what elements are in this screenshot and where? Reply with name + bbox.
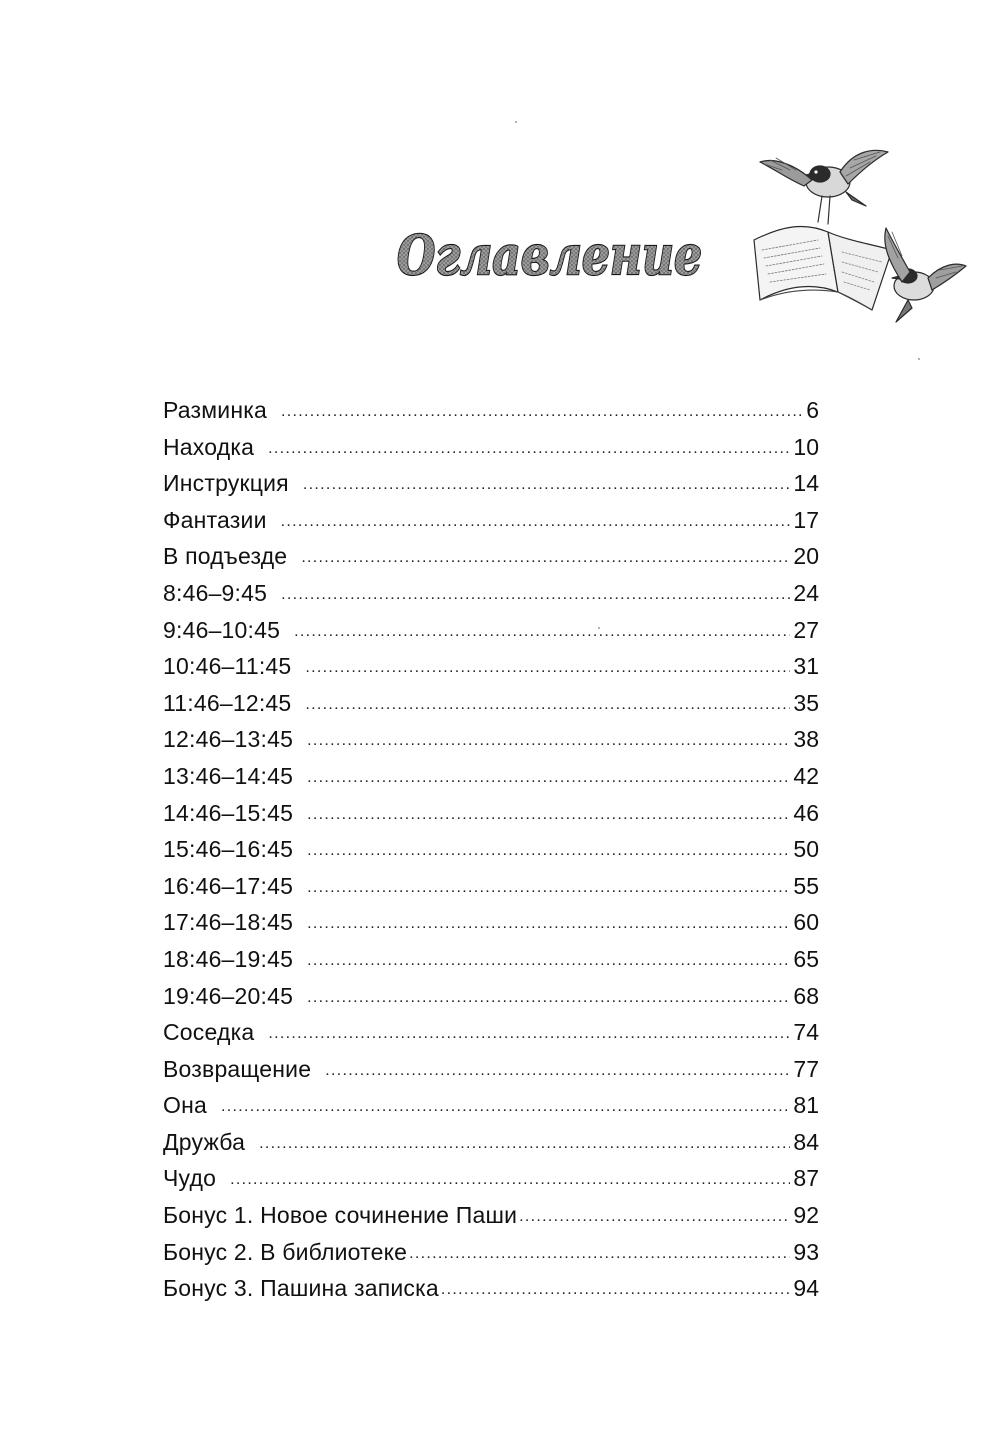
toc-entry[interactable]: [163, 831, 819, 868]
toc-entry-title: 18:46–19:45: [163, 945, 294, 972]
toc-entry-title: Инструкция: [163, 470, 289, 497]
toc-entry-title: Бонус 3. Пашина записка: [163, 1275, 439, 1302]
toc-entry-title: 16:46–17:45: [163, 872, 294, 899]
toc-entry-title: 15:46–16:45: [163, 836, 294, 863]
toc-entry-title: 9:46–10:45: [163, 616, 281, 643]
toc-entry-page: 17: [793, 506, 819, 533]
toc-entry[interactable]: [163, 904, 819, 941]
toc-entry-title: Дружба: [163, 1128, 246, 1155]
toc-leader-dots: [441, 1272, 791, 1309]
toc-entry-title: Бонус 1. Новое сочинение Паши: [163, 1202, 518, 1229]
toc-entry-page: 92: [793, 1202, 819, 1229]
scan-speck: [515, 121, 517, 123]
toc-entry[interactable]: [163, 721, 819, 758]
toc-entry-page: 87: [793, 1165, 819, 1192]
toc-entry[interactable]: [163, 575, 819, 612]
toc-entry[interactable]: [163, 758, 819, 795]
toc-entry-page: 27: [793, 616, 819, 643]
toc-entry-page: 20: [793, 543, 819, 570]
toc-entry-page: 68: [793, 982, 819, 1009]
scan-speck: [598, 627, 600, 629]
toc-leader-dots: [301, 540, 790, 577]
toc-entry-title: 17:46–18:45: [163, 909, 294, 936]
toc-entry-title: 10:46–11:45: [163, 653, 292, 680]
toc-leader-dots: [305, 687, 790, 724]
toc-entry[interactable]: [163, 429, 819, 466]
toc-entry-title: 14:46–15:45: [163, 799, 294, 826]
toc-entry-page: 77: [793, 1055, 819, 1082]
toc-entry[interactable]: [163, 1124, 819, 1161]
toc-entry[interactable]: [163, 1087, 819, 1124]
toc-entry-title: Она: [163, 1092, 207, 1119]
toc-entry-page: 93: [793, 1238, 819, 1265]
toc-leader-dots: [409, 1236, 790, 1273]
toc-entry[interactable]: [163, 1014, 819, 1051]
toc-entry-title: 8:46–9:45: [163, 579, 268, 606]
birds-book-illustration: [742, 140, 968, 332]
toc-entry-page: 60: [793, 909, 819, 936]
toc-entry-title: В подъезде: [163, 543, 288, 570]
toc-entry[interactable]: [163, 612, 819, 649]
toc-entry[interactable]: [163, 1160, 819, 1197]
toc-leader-dots: [307, 980, 790, 1017]
toc-leader-dots: [268, 431, 790, 468]
toc-entry-page: 6: [806, 397, 819, 423]
toc-entry[interactable]: [163, 941, 819, 978]
toc-entry-page: 50: [793, 836, 819, 863]
toc-entry[interactable]: [163, 1197, 819, 1234]
toc-leader-dots: [259, 1126, 790, 1163]
toc-leader-dots: [268, 1016, 790, 1053]
toc-entry-page: 38: [793, 726, 819, 753]
toc-entry-page: 65: [793, 945, 819, 972]
toc-entry-title: Бонус 2. В библиотеке: [163, 1238, 408, 1265]
toc-entry[interactable]: [163, 978, 819, 1015]
toc-leader-dots: [307, 833, 790, 870]
toc-entry-page: 81: [793, 1092, 819, 1119]
toc-leader-dots: [303, 467, 791, 504]
toc-entry-title: 11:46–12:45: [163, 689, 292, 716]
toc-leader-dots: [305, 650, 790, 687]
toc-leader-dots: [307, 760, 790, 797]
toc-entry[interactable]: [163, 868, 819, 905]
toc-leader-dots: [307, 906, 790, 943]
bird-icon: [742, 140, 968, 332]
toc-entry-title: Разминка: [163, 397, 267, 423]
toc-leader-dots: [230, 1162, 790, 1199]
toc-entry[interactable]: [163, 538, 819, 575]
toc-entry[interactable]: [163, 685, 819, 722]
toc-entry[interactable]: [163, 465, 819, 502]
toc-entry-page: 24: [793, 579, 819, 606]
toc-entry[interactable]: [163, 1051, 819, 1088]
page-title-text: Оглавление: [397, 223, 702, 287]
toc-entry[interactable]: [163, 648, 819, 685]
toc-entry-page: 55: [793, 872, 819, 899]
toc-entry-title: 13:46–14:45: [163, 762, 294, 789]
toc-leader-dots: [281, 504, 791, 541]
toc-entry-page: 35: [793, 689, 819, 716]
toc-entry-page: 42: [793, 762, 819, 789]
toc-leader-dots: [281, 577, 790, 614]
toc-entry-title: Находка: [163, 433, 255, 460]
table-of-contents: [163, 392, 819, 1307]
toc-entry[interactable]: [163, 1270, 819, 1307]
toc-entry-page: 10: [793, 433, 819, 460]
toc-entry-page: 14: [793, 470, 819, 497]
toc-entry-title: Фантазии: [163, 506, 267, 533]
toc-entry-title: Чудо: [163, 1165, 217, 1192]
toc-entry[interactable]: [163, 502, 819, 539]
toc-entry-title: Соседка: [163, 1019, 255, 1046]
toc-entry[interactable]: [163, 392, 819, 429]
toc-leader-dots: [307, 797, 790, 834]
toc-entry-page: 46: [793, 799, 819, 826]
toc-leader-dots: [325, 1053, 790, 1090]
toc-entry[interactable]: [163, 1234, 819, 1271]
toc-leader-dots: [307, 943, 790, 980]
toc-entry-page: 84: [793, 1128, 819, 1155]
toc-entry-page: 94: [793, 1275, 819, 1302]
toc-leader-dots: [307, 870, 790, 907]
scan-speck: [918, 358, 920, 360]
page-title: [395, 212, 715, 302]
toc-entry[interactable]: [163, 795, 819, 832]
toc-entry-page: 31: [793, 653, 819, 680]
toc-leader-dots: [281, 394, 803, 431]
toc-leader-dots: [221, 1089, 790, 1126]
toc-entry-title: 19:46–20:45: [163, 982, 294, 1009]
toc-leader-dots: [307, 723, 790, 760]
toc-leader-dots: [294, 614, 790, 651]
toc-entry-title: Возвращение: [163, 1055, 312, 1082]
toc-leader-dots: [519, 1199, 790, 1236]
toc-entry-title: 12:46–13:45: [163, 726, 294, 753]
toc-entry-page: 74: [793, 1019, 819, 1046]
